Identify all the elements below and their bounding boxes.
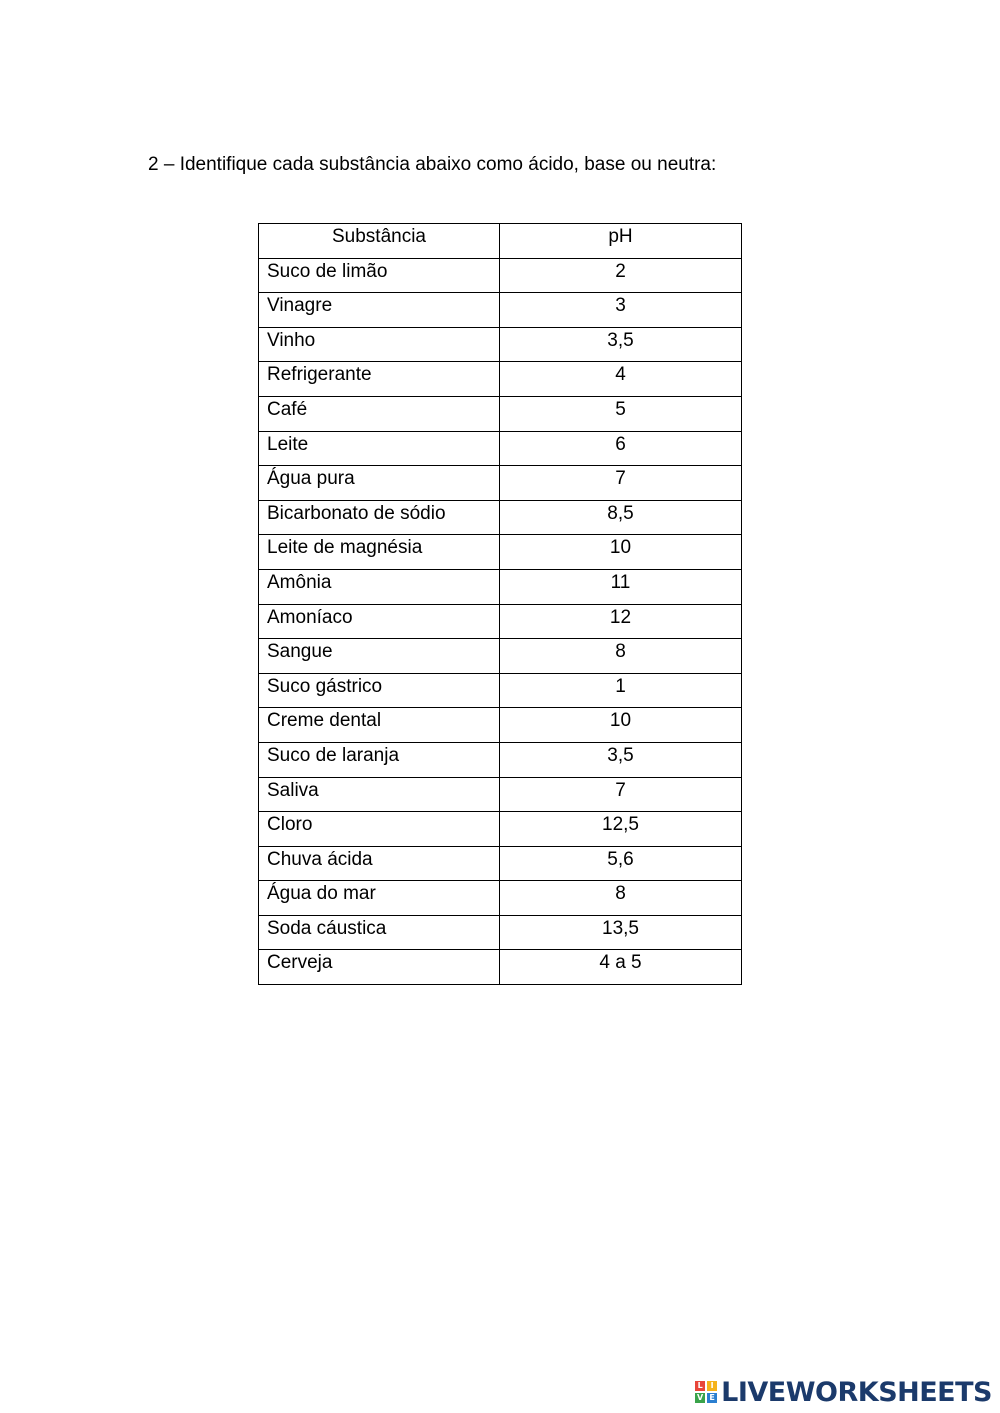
logo-square: V bbox=[697, 1393, 704, 1402]
ph-value: 13,5 bbox=[500, 915, 742, 950]
ph-value: 2 bbox=[500, 258, 742, 293]
table-row bbox=[259, 846, 742, 881]
substance-name: Vinagre bbox=[259, 293, 500, 328]
substance-name: Suco de laranja bbox=[259, 742, 500, 777]
table-row bbox=[259, 535, 742, 570]
table-row bbox=[259, 639, 742, 674]
ph-value: 8,5 bbox=[500, 500, 742, 535]
substance-name: Vinho bbox=[259, 327, 500, 362]
ph-value: 8 bbox=[500, 639, 742, 674]
question-text: 2 – Identifique cada substância abaixo como ácido, base ou neutra: bbox=[148, 154, 717, 175]
table-body bbox=[259, 258, 742, 984]
table-row bbox=[259, 673, 742, 708]
table-row bbox=[259, 396, 742, 431]
ph-value: 7 bbox=[500, 777, 742, 812]
substance-name: Leite de magnésia bbox=[259, 535, 500, 570]
substance-name: Soda cáustica bbox=[259, 915, 500, 950]
table-row bbox=[259, 915, 742, 950]
substance-name: Bicarbonato de sódio bbox=[259, 500, 500, 535]
ph-table bbox=[258, 223, 742, 985]
ph-value: 12 bbox=[500, 604, 742, 639]
liveworksheets-brand bbox=[695, 1375, 992, 1409]
liveworksheets-logo-icon bbox=[695, 1381, 717, 1403]
ph-value: 5 bbox=[500, 396, 742, 431]
table-row bbox=[259, 812, 742, 847]
brand-name: LIVEWORKSHEETS bbox=[721, 1376, 992, 1408]
substance-name: Saliva bbox=[259, 777, 500, 812]
ph-value: 3,5 bbox=[500, 327, 742, 362]
table-row bbox=[259, 777, 742, 812]
logo-square: L bbox=[695, 1381, 705, 1391]
ph-value: 11 bbox=[500, 569, 742, 604]
table-row bbox=[259, 604, 742, 639]
substance-name: Chuva ácida bbox=[259, 846, 500, 881]
substance-name: Amônia bbox=[259, 569, 500, 604]
table-header-row bbox=[259, 224, 742, 259]
substance-name: Água pura bbox=[259, 466, 500, 501]
ph-value: 12,5 bbox=[500, 812, 742, 847]
ph-value: 7 bbox=[500, 466, 742, 501]
table-row bbox=[259, 950, 742, 985]
logo-square: I bbox=[707, 1381, 717, 1391]
substance-name: Suco gástrico bbox=[259, 673, 500, 708]
table-row bbox=[259, 881, 742, 916]
ph-value: 10 bbox=[500, 535, 742, 570]
table-row bbox=[259, 431, 742, 466]
substance-name: Creme dental bbox=[259, 708, 500, 743]
substance-name: Água do mar bbox=[259, 881, 500, 916]
substance-name: Amoníaco bbox=[259, 604, 500, 639]
substance-name: Refrigerante bbox=[259, 362, 500, 397]
substance-name: Cloro bbox=[259, 812, 500, 847]
ph-value: 3,5 bbox=[500, 742, 742, 777]
table-row bbox=[259, 327, 742, 362]
ph-value: 8 bbox=[500, 881, 742, 916]
substance-name: Café bbox=[259, 396, 500, 431]
table-row bbox=[259, 258, 742, 293]
ph-value: 10 bbox=[500, 708, 742, 743]
table-row bbox=[259, 742, 742, 777]
ph-value: 3 bbox=[500, 293, 742, 328]
table-row bbox=[259, 500, 742, 535]
table-row bbox=[259, 293, 742, 328]
substance-name: Suco de limão bbox=[259, 258, 500, 293]
table-row bbox=[259, 466, 742, 501]
ph-value: 6 bbox=[500, 431, 742, 466]
table-row bbox=[259, 708, 742, 743]
table-row bbox=[259, 362, 742, 397]
ph-value: 4 bbox=[500, 362, 742, 397]
ph-value: 4 a 5 bbox=[500, 950, 742, 985]
ph-value: 1 bbox=[500, 673, 742, 708]
logo-square: E bbox=[707, 1393, 717, 1403]
header-substance: Substância bbox=[259, 224, 500, 259]
ph-value: 5,6 bbox=[500, 846, 742, 881]
table-row bbox=[259, 569, 742, 604]
substance-name: Leite bbox=[259, 431, 500, 466]
header-ph: pH bbox=[500, 224, 742, 259]
substance-name: Sangue bbox=[259, 639, 500, 674]
substance-name: Cerveja bbox=[259, 950, 500, 985]
